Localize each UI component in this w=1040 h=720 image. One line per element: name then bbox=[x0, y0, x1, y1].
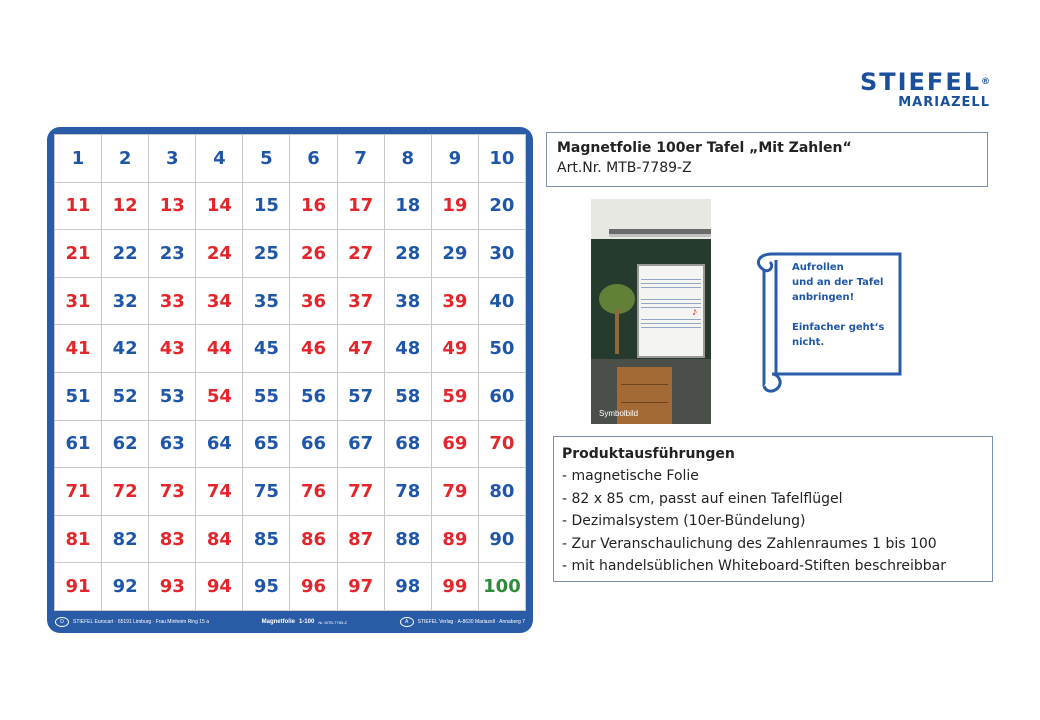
number-cell: 36 bbox=[290, 278, 337, 326]
number-cell: 21 bbox=[55, 230, 102, 278]
number-cell: 26 bbox=[290, 230, 337, 278]
board-footer bbox=[55, 613, 525, 631]
feature-item: - mit handelsüblichen Whiteboard-Stiften beschreibbar bbox=[562, 558, 947, 574]
number-cell: 29 bbox=[432, 230, 479, 278]
number-cell: 80 bbox=[479, 468, 526, 516]
number-cell: 56 bbox=[290, 373, 337, 421]
classroom-photo bbox=[591, 199, 711, 424]
number-cell: 27 bbox=[338, 230, 385, 278]
number-cell: 95 bbox=[243, 563, 290, 611]
number-cell: 33 bbox=[149, 278, 196, 326]
number-cell: 69 bbox=[432, 421, 479, 469]
number-cell: 35 bbox=[243, 278, 290, 326]
number-cell: 97 bbox=[338, 563, 385, 611]
number-cell: 53 bbox=[149, 373, 196, 421]
number-cell: 17 bbox=[338, 183, 385, 231]
number-cell: 99 bbox=[432, 563, 479, 611]
number-cell: 41 bbox=[55, 325, 102, 373]
number-cell: 65 bbox=[243, 421, 290, 469]
number-cell: 79 bbox=[432, 468, 479, 516]
feature-item: - magnetische Folie bbox=[562, 468, 699, 484]
number-cell: 3 bbox=[149, 135, 196, 183]
number-cell: 64 bbox=[196, 421, 243, 469]
number-cell: 57 bbox=[338, 373, 385, 421]
number-cell: 89 bbox=[432, 516, 479, 564]
number-cell: 94 bbox=[196, 563, 243, 611]
number-cell: 86 bbox=[290, 516, 337, 564]
number-cell: 28 bbox=[385, 230, 432, 278]
number-cell: 63 bbox=[149, 421, 196, 469]
number-cell: 82 bbox=[102, 516, 149, 564]
number-cell: 88 bbox=[385, 516, 432, 564]
number-cell: 18 bbox=[385, 183, 432, 231]
product-features-box bbox=[553, 436, 993, 582]
number-cell: 50 bbox=[479, 325, 526, 373]
number-cell: 7 bbox=[338, 135, 385, 183]
number-cell: 4 bbox=[196, 135, 243, 183]
number-cell: 73 bbox=[149, 468, 196, 516]
number-cell: 66 bbox=[290, 421, 337, 469]
number-cell: 68 bbox=[385, 421, 432, 469]
logo-wordmark: STIEFEL® bbox=[859, 68, 990, 96]
footer-center-range: 1-100 bbox=[298, 619, 315, 625]
number-cell: 93 bbox=[149, 563, 196, 611]
number-cell: 24 bbox=[196, 230, 243, 278]
number-grid bbox=[54, 134, 526, 611]
number-cell: 85 bbox=[243, 516, 290, 564]
number-cell: 11 bbox=[55, 183, 102, 231]
number-cell: 6 bbox=[290, 135, 337, 183]
product-title: Magnetfolie 100er Tafel „Mit Zahlen“ bbox=[557, 140, 852, 156]
stiefel-logo bbox=[860, 70, 990, 110]
number-cell: 84 bbox=[196, 516, 243, 564]
product-title-box bbox=[546, 132, 988, 187]
number-cell: 5 bbox=[243, 135, 290, 183]
number-cell: 70 bbox=[479, 421, 526, 469]
number-cell: 100 bbox=[479, 563, 526, 611]
number-cell: 55 bbox=[243, 373, 290, 421]
number-cell: 61 bbox=[55, 421, 102, 469]
hundred-board bbox=[47, 127, 533, 633]
number-cell: 62 bbox=[102, 421, 149, 469]
number-cell: 45 bbox=[243, 325, 290, 373]
number-cell: 81 bbox=[55, 516, 102, 564]
number-cell: 52 bbox=[102, 373, 149, 421]
number-cell: 92 bbox=[102, 563, 149, 611]
number-cell: 72 bbox=[102, 468, 149, 516]
number-cell: 48 bbox=[385, 325, 432, 373]
number-cell: 96 bbox=[290, 563, 337, 611]
number-cell: 77 bbox=[338, 468, 385, 516]
country-badge-d: D bbox=[55, 617, 69, 627]
number-cell: 31 bbox=[55, 278, 102, 326]
number-cell: 49 bbox=[432, 325, 479, 373]
number-cell: 40 bbox=[479, 278, 526, 326]
number-cell: 43 bbox=[149, 325, 196, 373]
footer-left-text: STIEFEL Eurocart · 65191 Limburg · Frau Minheim Ring 15 a bbox=[73, 619, 209, 625]
number-cell: 76 bbox=[290, 468, 337, 516]
number-cell: 22 bbox=[102, 230, 149, 278]
country-badge-a: A bbox=[400, 617, 414, 627]
number-cell: 74 bbox=[196, 468, 243, 516]
number-cell: 37 bbox=[338, 278, 385, 326]
photo-caption: Symbolbild bbox=[599, 409, 639, 418]
feature-item: - Dezimalsystem (10er-Bündelung) bbox=[562, 513, 806, 529]
number-cell: 13 bbox=[149, 183, 196, 231]
number-cell: 38 bbox=[385, 278, 432, 326]
number-cell: 71 bbox=[55, 468, 102, 516]
number-cell: 90 bbox=[479, 516, 526, 564]
feature-item: - Zur Veranschaulichung des Zahlenraumes 1 bis 100 bbox=[562, 535, 937, 552]
footer-center-art: Nr. MTB-7789-Z bbox=[318, 619, 347, 625]
feature-item: - 82 x 85 cm, passt auf einen Tafelflügel bbox=[562, 490, 843, 507]
music-note-icon: ♪ bbox=[692, 306, 698, 318]
number-cell: 8 bbox=[385, 135, 432, 183]
article-number: Art.Nr. MTB-7789-Z bbox=[557, 160, 692, 176]
number-cell: 75 bbox=[243, 468, 290, 516]
number-cell: 58 bbox=[385, 373, 432, 421]
logo-subline: MARIAZELL bbox=[898, 95, 990, 110]
number-cell: 39 bbox=[432, 278, 479, 326]
number-cell: 19 bbox=[432, 183, 479, 231]
number-cell: 60 bbox=[479, 373, 526, 421]
number-cell: 14 bbox=[196, 183, 243, 231]
number-cell: 32 bbox=[102, 278, 149, 326]
number-cell: 83 bbox=[149, 516, 196, 564]
number-cell: 67 bbox=[338, 421, 385, 469]
number-cell: 47 bbox=[338, 325, 385, 373]
number-cell: 46 bbox=[290, 325, 337, 373]
number-cell: 30 bbox=[479, 230, 526, 278]
features-title: Produktausführungen bbox=[562, 446, 735, 462]
number-cell: 10 bbox=[479, 135, 526, 183]
number-cell: 20 bbox=[479, 183, 526, 231]
number-cell: 25 bbox=[243, 230, 290, 278]
number-cell: 23 bbox=[149, 230, 196, 278]
number-cell: 42 bbox=[102, 325, 149, 373]
number-cell: 1 bbox=[55, 135, 102, 183]
footer-right-text: STIEFEL Verlag · A-8630 Mariazell · Annaberg 7 bbox=[417, 619, 525, 625]
number-cell: 54 bbox=[196, 373, 243, 421]
number-cell: 2 bbox=[102, 135, 149, 183]
number-cell: 15 bbox=[243, 183, 290, 231]
number-cell: 12 bbox=[102, 183, 149, 231]
number-cell: 44 bbox=[196, 325, 243, 373]
number-cell: 59 bbox=[432, 373, 479, 421]
number-cell: 91 bbox=[55, 563, 102, 611]
number-cell: 98 bbox=[385, 563, 432, 611]
number-cell: 9 bbox=[432, 135, 479, 183]
number-cell: 16 bbox=[290, 183, 337, 231]
number-cell: 51 bbox=[55, 373, 102, 421]
number-cell: 34 bbox=[196, 278, 243, 326]
roll-instructions: Aufrollen und an der Tafel anbringen! Einfacher geht‘s nicht. bbox=[792, 262, 885, 348]
footer-center-text: Magnetfolie bbox=[261, 619, 295, 625]
number-cell: 78 bbox=[385, 468, 432, 516]
number-cell: 87 bbox=[338, 516, 385, 564]
